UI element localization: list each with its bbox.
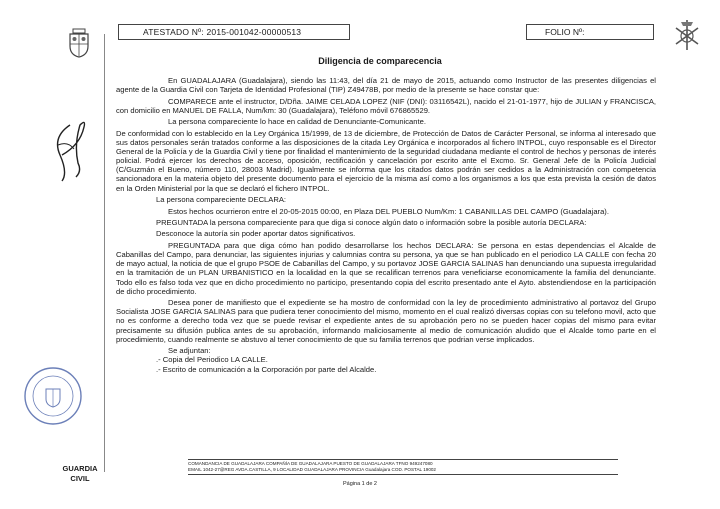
- paragraph-manifiesto: Desea poner de manifiesto que el expediente se ha mostro de conformidad con la ley de procedimiento administrativo al portavoz del Grupo Socialista JOSE GARCIA SALINAS para que pudiera tener conocimiento del mismo, momento en el cual realizó diversas copias con su telefono movil, acto que no es conforme a derecho toda vez que se puede revisar el expediente antes de su aprobación pero no se pueden hacer copias del mismo para evitar precisamente su difusión publica antes de su aprobación, informando maliciosamente al medio de comunicación aludido que el Alcalde tomo parte en el procedimiento, cuando realmente se abstuvo al tener conocimiento de que su familia terrenos que podrian verse implicados.: [116, 298, 656, 344]
- paragraph-proteccion-datos: De conformidad con lo establecido en la Ley Orgánica 15/1999, de 13 de diciembre, de Protección de Datos de Carácter Personal, se informa al interesado que sus datos personales serán tratados conforme a las disposiciones de la citada Ley Orgánica e incorporados al fichero INTPOL, cuyo responsable es el Director General de la Policía y de la Guardia Civil y tiene por finalidad el mantenimiento de la seguridad ciudadana mediante el control de hechos y personas de interés policial. Podrá ejercer los derechos de acceso, oposición, rectificación y cancelación por escrito ante el Excmo. Sr. General Jefe de la Policía Judicial (C/Guzmán el Bueno, número 110, 28003 Madrid). Igualmente se informa que los citados datos podrán ser cedidos a la Administración con competencia sancionadora en la materia objeto del presente documento para el ejercicio de la misma así como a los organismos a los que esta prevista la cesión de datos en la Orden Ministerial por la que se declaró el fichero INTPOL.: [116, 128, 656, 193]
- footer-line: COMANDANCIA DE GUADALAJARA COMPAÑÍA DE GUADALAJARA PUESTO DE GUADALAJARA TFNO 949247080: [188, 461, 433, 466]
- paragraph-pregunta-hechos: PREGUNTADA para que diga cómo han podido desarrollarse los hechos DECLARA: Se persona en estas dependencias el Alcalde de Cabanillas del Campo, para denunciar, las siguientes injurias y calumnias contra su persona, ya que se han publicado en el periodico LA CALLE con fecha 20 de mayo actual, la noticia de que el grupo PSOE de Cabanillas del Campo, y su portavoz JOSE GARCIA SALINAS han denunciando una supuesta irregularidad en la tramitación de un PLAN URBANISTICO en la localidad en la que se recalifican terrenos para veneficiarse economicamente la familia del denunciante. Todo ello es falso toda vez que en dicho procedimiento no participo, presentando copia del escrito presentado ante el Ayto. abstendiendose en la participación de dicho procedimiento.: [116, 240, 656, 296]
- atestado-number-box: ATESTADO Nº: 2015-001042-00000513: [118, 24, 350, 40]
- civil-label: CIVIL: [70, 474, 90, 483]
- paragraph-desconoce: Desconoce la autoría sin poder aportar datos significativos.: [156, 229, 356, 239]
- guardia-civil-emblem-icon: [672, 18, 702, 52]
- official-stamp-icon: [22, 365, 84, 427]
- document-body: [116, 76, 656, 376]
- paragraph-hechos: Estos hechos ocurrieron entre el 20-05-2015 00:00, en Plaza DEL PUEBLO Num/Km: 1 CABANILLAS DEL CAMPO (Guadalajara).: [168, 206, 609, 216]
- paragraph-adjuntan: Se adjuntan:: [168, 346, 211, 356]
- footer-line: EMAIL 1042-27@REG AVDA.CASTILLA, 9 LOCALIDAD GUADALAJARA PROVINCIA Guadalajara COD. POSTAL 19002: [188, 467, 436, 472]
- handwritten-signature-icon: [40, 115, 110, 185]
- paragraph-declara: La persona compareciente DECLARA:: [156, 195, 287, 205]
- paragraph-intro: En GUADALAJARA (Guadalajara), siendo las 11:43, del día 21 de mayo de 2015, actuando como Instructor de las presentes diligencias el agente de la Guardia Civil con Tarjeta de Identidad Profesional (TIP) Z49478B, por medio de la presente se hace constar que:: [116, 76, 656, 95]
- paragraph-pregunta-autoria: PREGUNTADA la persona compareciente para que diga si conoce algún dato o información sobre la posible autoría DECLARA:: [156, 217, 587, 227]
- page-number: Página 1 de 2: [343, 481, 377, 487]
- coat-of-arms-icon: [66, 28, 92, 58]
- footer-contact-block: [188, 459, 618, 475]
- attachment-item: .- Copia del Periodico LA CALLE.: [156, 355, 268, 365]
- paragraph-calidad: La persona compareciente lo hace en calidad de Denunciante-Comunicante.: [168, 117, 426, 127]
- margin-rule: [104, 34, 105, 472]
- paragraph-comparece: COMPARECE ante el instructor, D/Dña. JAIME CELADA LOPEZ (NIF (DNI): 03116542L), nacido el 21-01-1977, hijo de JULIAN y FRANCISCA, con domicilio en MANUEL DE FALLA, Num/km: 30 (Guadalajara), Teléfono móvil 676865529.: [116, 96, 656, 115]
- folio-number-box: FOLIO Nº:: [526, 24, 654, 40]
- guardia-label: GUARDIA: [62, 464, 98, 473]
- document-title: Diligencia de comparecencia: [318, 56, 442, 66]
- attachment-item: .- Escrito de comunicación a la Corporación por parte del Alcalde.: [156, 364, 377, 374]
